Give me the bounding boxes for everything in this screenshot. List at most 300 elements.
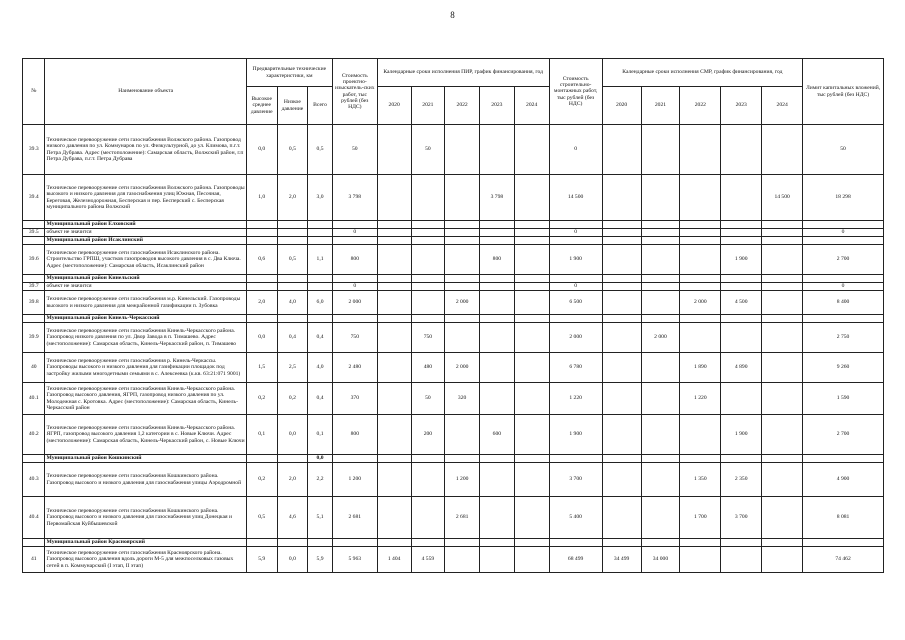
pir-2021-cell (411, 315, 445, 323)
length-high-cell (246, 229, 277, 237)
smr-2023-cell: 4 500 (721, 291, 762, 315)
header-tech-high: Высокое среднее давление (246, 87, 277, 125)
capital-limit-cell: 2 750 (803, 323, 884, 353)
table-row (23, 415, 884, 455)
smr-cost-cell: 68 499 (549, 547, 602, 573)
pir-2024-cell (514, 383, 549, 415)
pir-2024-cell (514, 229, 549, 237)
header-smr-year: 2024 (762, 87, 803, 125)
object-name-cell: Техническое перевооружение сети газоснабжения Красноярского района. Газопровод высокого давления вдоль дороги М-5 для межпоселковых газовых сетей в п. Коммунарский (I этап, II этап) (45, 547, 246, 573)
smr-2022-cell: 1 890 (680, 353, 721, 383)
district-row (23, 315, 884, 323)
header-name: Наименование объекта (45, 59, 246, 125)
table-body (23, 125, 884, 573)
pir-cost-cell (332, 539, 377, 547)
length-high-cell (246, 455, 277, 463)
length-high-cell (246, 315, 277, 323)
district-row (23, 539, 884, 547)
capital-limit-cell: 4 900 (803, 463, 884, 497)
pir-2022-cell (445, 315, 480, 323)
pir-2020-cell (377, 275, 411, 283)
header-limit: Лимит капитальных вложений, тыс рублей (без НДС) (803, 59, 884, 125)
smr-2024-cell: 14 500 (762, 175, 803, 221)
pir-2022-cell (445, 237, 480, 245)
pir-2021-cell: 50 (411, 125, 445, 175)
smr-2022-cell (680, 547, 721, 573)
pir-2020-cell (377, 315, 411, 323)
smr-2023-cell: 4 890 (721, 353, 762, 383)
pir-2024-cell (514, 237, 549, 245)
smr-2023-cell (721, 237, 762, 245)
pir-2023-cell (480, 463, 515, 497)
pir-2023-cell (480, 283, 515, 291)
pir-2022-cell (445, 221, 480, 229)
length-low-cell: 0,0 (277, 415, 308, 455)
header-pir-year: 2023 (480, 87, 515, 125)
smr-2021-cell: 34 000 (641, 547, 680, 573)
pir-2020-cell (377, 237, 411, 245)
length-high-cell: 0,1 (246, 415, 277, 455)
length-high-cell: 2,0 (246, 291, 277, 315)
length-low-cell (277, 455, 308, 463)
length-total-cell (308, 229, 333, 237)
smr-2023-cell: 1 900 (721, 245, 762, 275)
length-total-cell: 3,0 (308, 175, 333, 221)
header-smr-schedule: Календарные сроки исполнения СМР, график финансирования, год (602, 59, 802, 87)
length-low-cell (277, 283, 308, 291)
pir-2022-cell (445, 283, 480, 291)
smr-2024-cell (762, 237, 803, 245)
row-number-cell: 40.2 (23, 415, 45, 455)
row-number-cell (23, 455, 45, 463)
smr-2022-cell: 1 700 (680, 497, 721, 539)
smr-cost-cell (549, 455, 602, 463)
smr-2024-cell (762, 291, 803, 315)
pir-2022-cell (445, 323, 480, 353)
object-name-cell: Техническое перевооружение сети газоснабжения р. Кинель-Черкассы. Газопроводы высокого и низкого давления для газификации площадок под застройку жилыми многодетными семьями в с. Алексеевка (к.кв. 63:21:071 9001) (45, 353, 246, 383)
row-number-cell (23, 275, 45, 283)
smr-2021-cell (641, 221, 680, 229)
object-name-cell: Муниципальный район Кинельский (45, 275, 246, 283)
smr-2022-cell (680, 245, 721, 275)
smr-2024-cell (762, 315, 803, 323)
header-smr-year: 2020 (602, 87, 641, 125)
length-low-cell: 0,5 (277, 125, 308, 175)
length-low-cell (277, 539, 308, 547)
page-number: 8 (450, 10, 455, 20)
smr-2024-cell (762, 547, 803, 573)
capital-limit-cell: 8 400 (803, 291, 884, 315)
pir-2024-cell (514, 323, 549, 353)
object-name-cell: объект не значится (45, 283, 246, 291)
table-row (23, 125, 884, 175)
pir-2022-cell (445, 125, 480, 175)
pir-2022-cell (445, 275, 480, 283)
smr-2021-cell (641, 125, 680, 175)
smr-2021-cell (641, 275, 680, 283)
length-total-cell: 0,1 (308, 415, 333, 455)
pir-2021-cell (411, 245, 445, 275)
pir-cost-cell (332, 275, 377, 283)
table-row (23, 291, 884, 315)
pir-2021-cell (411, 275, 445, 283)
smr-2024-cell (762, 275, 803, 283)
capital-limit-cell: 2 700 (803, 415, 884, 455)
object-name-cell: Техническое перевооружение сети газоснабжения Кинель-Черкасского района. Газопровод низкого давления по ул. Двор Завода в п. Тимашево. Адрес (местоположение): Самарская область, Кинель-Черкасский район, п. Тимашево (45, 323, 246, 353)
smr-2023-cell: 2 350 (721, 463, 762, 497)
pir-2021-cell: 50 (411, 383, 445, 415)
pir-cost-cell: 5 963 (332, 547, 377, 573)
length-high-cell (246, 275, 277, 283)
pir-cost-cell: 50 (332, 125, 377, 175)
pir-2024-cell (514, 415, 549, 455)
pir-2023-cell (480, 221, 515, 229)
pir-2022-cell (445, 245, 480, 275)
smr-2021-cell (641, 383, 680, 415)
pir-2024-cell (514, 245, 549, 275)
smr-cost-cell (549, 315, 602, 323)
length-high-cell: 1,5 (246, 353, 277, 383)
row-number-cell: 39.8 (23, 291, 45, 315)
smr-2022-cell: 2 000 (680, 291, 721, 315)
pir-2021-cell (411, 455, 445, 463)
smr-2021-cell (641, 463, 680, 497)
smr-2021-cell (641, 455, 680, 463)
pir-2022-cell (445, 539, 480, 547)
row-number-cell: 39.6 (23, 245, 45, 275)
length-high-cell (246, 283, 277, 291)
table-row (23, 497, 884, 539)
length-low-cell: 0,0 (277, 547, 308, 573)
pir-2022-cell: 2 681 (445, 497, 480, 539)
smr-cost-cell: 3 700 (549, 463, 602, 497)
pir-2020-cell (377, 463, 411, 497)
length-high-cell (246, 221, 277, 229)
header-smr-year: 2022 (680, 87, 721, 125)
smr-2023-cell (721, 315, 762, 323)
object-name-cell: Техническое перевооружение сети газоснабжения Кошкинского района. Газопровод высокого и низкого давления для газоснабжения улиц Донецкая и Первомайская Куйбышевской (45, 497, 246, 539)
pir-2023-cell (480, 497, 515, 539)
header-no: № (23, 59, 45, 125)
smr-cost-cell (549, 539, 602, 547)
pir-2021-cell (411, 221, 445, 229)
smr-2020-cell (602, 125, 641, 175)
length-total-cell: 4,0 (308, 353, 333, 383)
smr-2024-cell (762, 229, 803, 237)
smr-cost-cell: 6 780 (549, 353, 602, 383)
object-name-cell: Техническое перевооружение сети газоснабжения Волжского района. Газопровод низкого давления по ул. Коммунаров по ул. Физкультурной, до ул. Климова, п.г.т. Петра Дубрава. Адрес (местоположение): Самарская область, Волжский район, г.п Петра Дубрава, п.г.т. Петра Дубрава (45, 125, 246, 175)
table-row (23, 547, 884, 573)
row-number-cell (23, 221, 45, 229)
smr-2021-cell (641, 315, 680, 323)
pir-2021-cell (411, 463, 445, 497)
row-number-cell (23, 237, 45, 245)
capital-limit-cell: 50 (803, 125, 884, 175)
pir-2023-cell (480, 315, 515, 323)
length-low-cell: 4,6 (277, 497, 308, 539)
smr-2022-cell (680, 229, 721, 237)
pir-cost-cell: 800 (332, 415, 377, 455)
length-total-cell (308, 221, 333, 229)
pir-2020-cell (377, 221, 411, 229)
pir-cost-cell: 2 480 (332, 353, 377, 383)
pir-2023-cell: 800 (480, 245, 515, 275)
smr-2022-cell (680, 283, 721, 291)
pir-2020-cell (377, 245, 411, 275)
length-total-cell (308, 539, 333, 547)
length-high-cell: 0,5 (246, 497, 277, 539)
smr-2020-cell (602, 353, 641, 383)
district-row (23, 455, 884, 463)
length-high-cell: 0,6 (246, 245, 277, 275)
row-number-cell: 39.7 (23, 283, 45, 291)
smr-2022-cell (680, 275, 721, 283)
pir-2020-cell (377, 323, 411, 353)
smr-2024-cell (762, 125, 803, 175)
pir-cost-cell: 750 (332, 323, 377, 353)
header-pir-year: 2022 (445, 87, 480, 125)
smr-2021-cell (641, 497, 680, 539)
smr-2022-cell: 1 350 (680, 463, 721, 497)
smr-2024-cell (762, 245, 803, 275)
pir-2024-cell (514, 455, 549, 463)
length-high-cell (246, 539, 277, 547)
smr-2023-cell (721, 539, 762, 547)
smr-2024-cell (762, 415, 803, 455)
smr-2020-cell: 34 499 (602, 547, 641, 573)
pir-cost-cell (332, 455, 377, 463)
pir-cost-cell: 1 200 (332, 463, 377, 497)
smr-cost-cell: 14 500 (549, 175, 602, 221)
capital-limit-cell: 0 (803, 283, 884, 291)
smr-2020-cell (602, 245, 641, 275)
length-low-cell: 4,0 (277, 291, 308, 315)
length-high-cell: 0,2 (246, 463, 277, 497)
smr-2020-cell (602, 175, 641, 221)
pir-2024-cell (514, 547, 549, 573)
smr-2022-cell (680, 175, 721, 221)
district-row (23, 275, 884, 283)
capital-limit-cell (803, 455, 884, 463)
table-row (23, 245, 884, 275)
pir-cost-cell: 3 798 (332, 175, 377, 221)
pir-2021-cell (411, 283, 445, 291)
smr-2021-cell (641, 175, 680, 221)
table-row (23, 463, 884, 497)
row-number-cell: 40.4 (23, 497, 45, 539)
smr-cost-cell (549, 275, 602, 283)
object-name-cell: Техническое перевооружение сети газоснабжения м.р. Кинельский. Газопроводы высокого и низкого давления для межрайонной газификации п. Зубовка (45, 291, 246, 315)
smr-2020-cell (602, 237, 641, 245)
row-number-cell: 40.3 (23, 463, 45, 497)
capital-limit-cell: 74 462 (803, 547, 884, 573)
row-number-cell (23, 315, 45, 323)
pir-2020-cell (377, 125, 411, 175)
pir-2023-cell (480, 353, 515, 383)
smr-2020-cell (602, 229, 641, 237)
pir-2022-cell (445, 547, 480, 573)
district-row (23, 221, 884, 229)
district-row (23, 237, 884, 245)
capital-limit-cell: 0 (803, 229, 884, 237)
smr-2024-cell (762, 539, 803, 547)
row-number-cell: 39.4 (23, 175, 45, 221)
capital-limit-cell (803, 221, 884, 229)
length-high-cell: 0,2 (246, 383, 277, 415)
smr-2023-cell (721, 275, 762, 283)
pir-2023-cell (480, 291, 515, 315)
length-low-cell: 0,2 (277, 383, 308, 415)
pir-cost-cell: 2 000 (332, 291, 377, 315)
pir-2022-cell (445, 175, 480, 221)
pir-2023-cell (480, 229, 515, 237)
smr-cost-cell: 1 900 (549, 415, 602, 455)
pir-2024-cell (514, 353, 549, 383)
header-smr-year: 2021 (641, 87, 680, 125)
smr-cost-cell: 0 (549, 125, 602, 175)
pir-2022-cell: 320 (445, 383, 480, 415)
smr-2022-cell (680, 315, 721, 323)
smr-cost-cell: 6 500 (549, 291, 602, 315)
smr-2020-cell (602, 497, 641, 539)
smr-2020-cell (602, 415, 641, 455)
row-number-cell: 39.9 (23, 323, 45, 353)
smr-2022-cell (680, 221, 721, 229)
smr-2022-cell (680, 455, 721, 463)
pir-2020-cell: 1 404 (377, 547, 411, 573)
pir-2023-cell (480, 547, 515, 573)
smr-cost-cell: 1 220 (549, 383, 602, 415)
pir-2021-cell (411, 291, 445, 315)
object-name-cell: Муниципальный район Кинель-Черкасский (45, 315, 246, 323)
smr-2024-cell (762, 455, 803, 463)
capital-limit-cell: 9 260 (803, 353, 884, 383)
length-low-cell: 2,5 (277, 353, 308, 383)
smr-2020-cell (602, 463, 641, 497)
capital-limit-cell: 18 298 (803, 175, 884, 221)
header-pir-schedule: Календарные сроки исполнения ПИР, график финансирования, год (377, 59, 549, 87)
pir-2020-cell (377, 283, 411, 291)
pir-2021-cell: 200 (411, 415, 445, 455)
pir-2023-cell (480, 125, 515, 175)
header-pir-year: 2021 (411, 87, 445, 125)
length-total-cell: 5,1 (308, 497, 333, 539)
pir-2024-cell (514, 175, 549, 221)
smr-2023-cell (721, 125, 762, 175)
row-number-cell: 41 (23, 547, 45, 573)
capital-limit-cell (803, 315, 884, 323)
pir-2022-cell (445, 229, 480, 237)
pir-2024-cell (514, 463, 549, 497)
length-total-cell: 0,5 (308, 125, 333, 175)
object-name-cell: Техническое перевооружение сети газоснабжения Кинель-Черкасского района. Газопровод высокого давления, ЯГРП, газопровод низкого давления по ул. Молодежная с. Кротовка. Адрес (местоположение): Самарская область, Кинель-Черкасский район (45, 383, 246, 415)
pir-2023-cell (480, 455, 515, 463)
pir-cost-cell (332, 315, 377, 323)
smr-cost-cell (549, 221, 602, 229)
length-high-cell: 5,9 (246, 547, 277, 573)
smr-cost-cell (549, 237, 602, 245)
capital-limit-cell: 8 081 (803, 497, 884, 539)
smr-2020-cell (602, 275, 641, 283)
smr-2022-cell (680, 237, 721, 245)
smr-2022-cell (680, 125, 721, 175)
header-pir-year: 2024 (514, 87, 549, 125)
smr-2023-cell (721, 175, 762, 221)
pir-2023-cell (480, 383, 515, 415)
length-low-cell (277, 221, 308, 229)
length-total-cell (308, 275, 333, 283)
smr-2024-cell (762, 353, 803, 383)
object-name-cell: Муниципальный район Елховский (45, 221, 246, 229)
table-row (23, 353, 884, 383)
pir-2021-cell: 4 559 (411, 547, 445, 573)
smr-2020-cell (602, 283, 641, 291)
length-low-cell: 2,0 (277, 463, 308, 497)
row-number-cell: 40.1 (23, 383, 45, 415)
smr-2021-cell (641, 539, 680, 547)
smr-2021-cell (641, 291, 680, 315)
smr-2024-cell (762, 383, 803, 415)
pir-2020-cell (377, 539, 411, 547)
length-low-cell (277, 237, 308, 245)
smr-2021-cell (641, 229, 680, 237)
smr-2022-cell: 1 220 (680, 383, 721, 415)
length-high-cell (246, 237, 277, 245)
smr-2021-cell (641, 353, 680, 383)
object-name-cell: Техническое перевооружение сети газоснабжения Исаклинского района. Строительство ГРПШ, участков газопроводов высокого давления в с. Два Ключа. Адрес (местоположение): Самарская область, Исаклинский район (45, 245, 246, 275)
pir-2023-cell (480, 539, 515, 547)
pir-cost-cell: 370 (332, 383, 377, 415)
pir-2022-cell: 1 200 (445, 463, 480, 497)
pir-2024-cell (514, 221, 549, 229)
pir-2022-cell: 2 000 (445, 291, 480, 315)
smr-2020-cell (602, 323, 641, 353)
smr-2021-cell (641, 415, 680, 455)
pir-2024-cell (514, 539, 549, 547)
object-name-cell: Техническое перевооружение сети газоснабжения Кошкинского района. Газопровод высокого и низкого давления для газоснабжения улицы Аэродромной (45, 463, 246, 497)
pir-2020-cell (377, 415, 411, 455)
pir-2023-cell: 600 (480, 415, 515, 455)
length-total-cell: 0,4 (308, 383, 333, 415)
table-row (23, 283, 884, 291)
row-number-cell: 39.3 (23, 125, 45, 175)
pir-cost-cell: 0 (332, 229, 377, 237)
smr-2023-cell (721, 221, 762, 229)
smr-2021-cell: 2 000 (641, 323, 680, 353)
smr-2024-cell (762, 221, 803, 229)
smr-cost-cell: 2 000 (549, 323, 602, 353)
pir-2021-cell: 480 (411, 353, 445, 383)
smr-2024-cell (762, 463, 803, 497)
pir-2023-cell (480, 237, 515, 245)
table-row (23, 323, 884, 353)
pir-2022-cell: 2 000 (445, 353, 480, 383)
length-low-cell: 0,5 (277, 245, 308, 275)
pir-cost-cell: 2 681 (332, 497, 377, 539)
smr-2023-cell (721, 455, 762, 463)
pir-cost-cell (332, 237, 377, 245)
smr-cost-cell: 0 (549, 283, 602, 291)
capital-limit-cell (803, 275, 884, 283)
length-low-cell (277, 229, 308, 237)
table-header (23, 59, 884, 125)
header-pir-year: 2020 (377, 87, 411, 125)
pir-2021-cell (411, 237, 445, 245)
pir-2020-cell (377, 291, 411, 315)
header-tech: Предварительные технические характеристики, км (246, 59, 332, 87)
smr-2023-cell (721, 229, 762, 237)
length-total-cell (308, 237, 333, 245)
